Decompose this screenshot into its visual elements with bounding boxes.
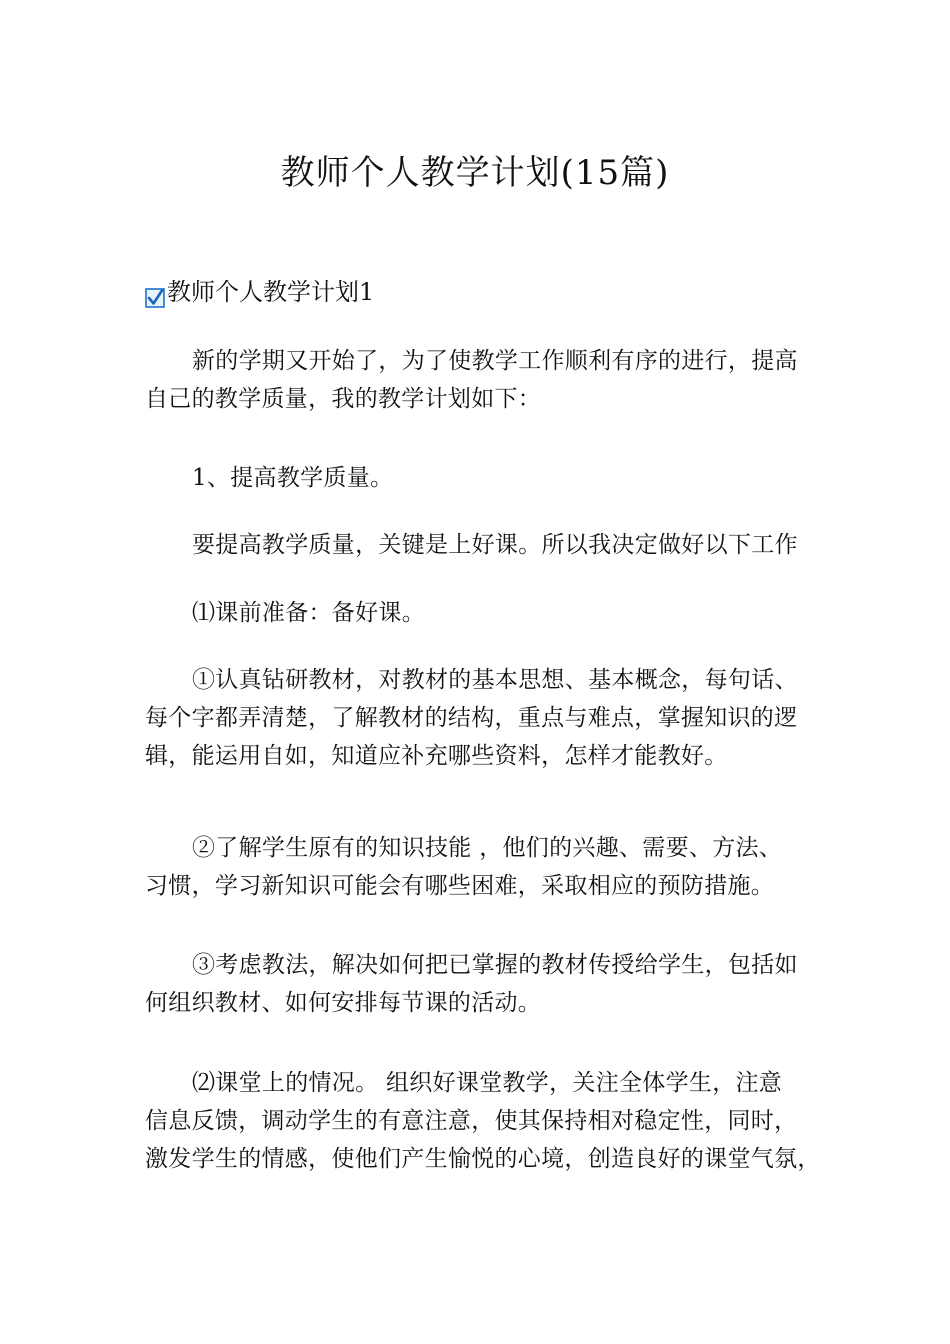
document-title: 教师个人教学计划(15篇)	[280, 153, 670, 193]
text-line: 何组织教材、如何安排每节课的活动。	[145, 990, 542, 1016]
section-heading-text: 教师个人教学计划1	[167, 278, 375, 306]
text-line: ③考虑教法，解决如何把已掌握的教材传授给学生，包括如	[192, 952, 798, 978]
text-line: 辑，能运用自如，知道应补充哪些资料，怎样才能教好。	[145, 743, 728, 769]
paragraph-point-1	[145, 459, 807, 497]
text-line: 每个字都弄清楚，了解教材的结构，重点与难点，掌握知识的逻	[145, 705, 798, 731]
text-line: 信息反馈，调动学生的有意注意，使其保持相对稳定性，同时，	[145, 1108, 798, 1134]
checkbox-checked-icon	[145, 288, 165, 308]
text-line: 激发学生的情感，使他们产生愉悦的心境，创造良好的课堂气氛，	[145, 1146, 821, 1172]
paragraph-intro	[145, 342, 807, 418]
text-line: ②了解学生原有的知识技能 ，他们的兴趣、需要、方法、	[192, 835, 783, 861]
paragraph-item-2	[145, 829, 807, 905]
paragraph-prep	[145, 594, 807, 632]
text-line: ⑵课堂上的情况。 组织好课堂教学，关注全体学生，注意	[192, 1070, 783, 1096]
text-line: 要提高教学质量，关键是上好课。所以我决定做好以下工作	[192, 532, 798, 558]
section-heading	[145, 274, 374, 310]
text-line: 1、提高教学质量。	[192, 465, 394, 491]
text-line: 新的学期又开始了，为了使教学工作顺利有序的进行，提高	[192, 348, 798, 374]
paragraph-key	[145, 526, 807, 564]
text-line: ⑴课前准备：备好课。	[192, 600, 425, 626]
text-line: 习惯，学习新知识可能会有哪些困难，采取相应的预防措施。	[145, 873, 775, 899]
paragraph-item-1	[145, 661, 807, 775]
paragraph-classroom	[145, 1064, 821, 1178]
paragraph-item-3	[145, 946, 807, 1022]
text-line: 自己的教学质量，我的教学计划如下：	[145, 386, 542, 412]
text-line: ①认真钻研教材，对教材的基本思想、基本概念，每句话、	[192, 667, 798, 693]
